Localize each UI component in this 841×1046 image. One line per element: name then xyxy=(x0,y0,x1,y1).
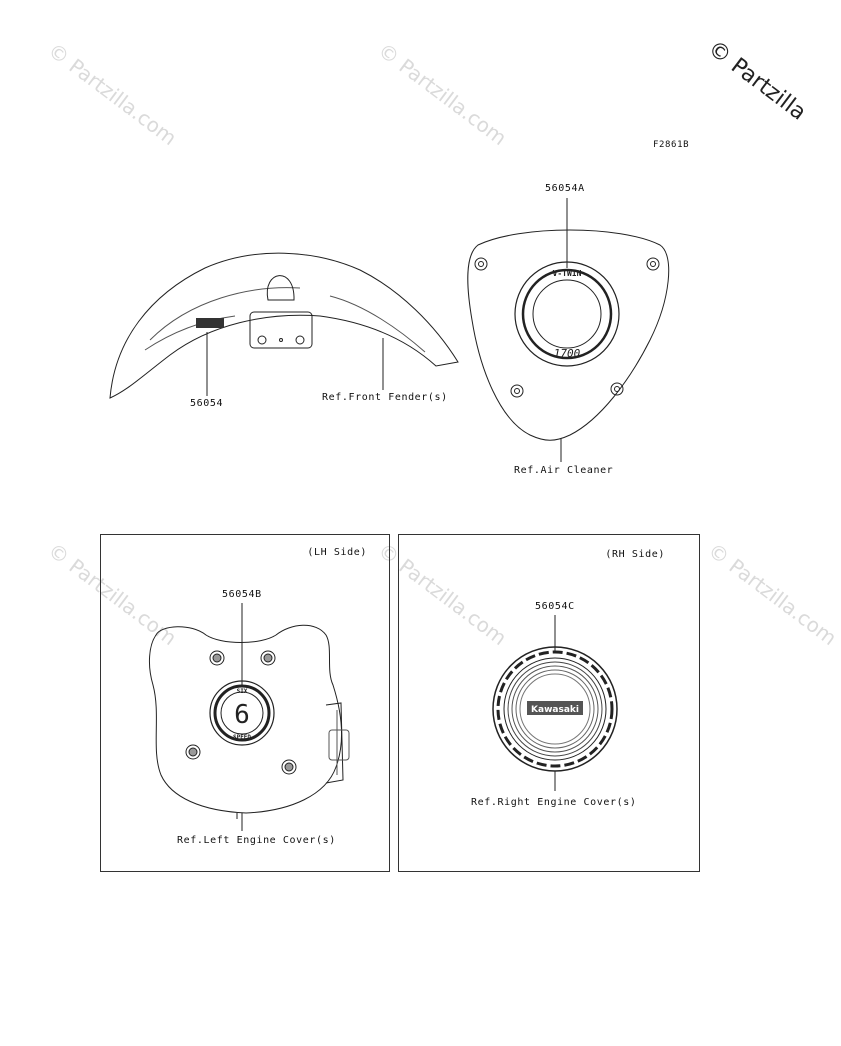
left-engine-cover-drawing xyxy=(101,535,391,873)
rh-part-number: 56054C xyxy=(535,601,575,612)
rh-side-panel xyxy=(398,534,700,872)
watermark-mid-center: © Partzilla.com xyxy=(373,538,512,651)
watermark-mid-right: © Partzilla.com xyxy=(703,538,841,651)
front-fender-part-number: 56054 xyxy=(190,398,224,409)
right-engine-cover-drawing xyxy=(399,535,701,873)
air-cleaner-emblem-top: V-TWIN xyxy=(552,269,582,278)
rh-reference: Ref.Right Engine Cover(s) xyxy=(471,797,637,808)
watermark-top-center: © Partzilla.com xyxy=(373,38,512,151)
top-section-drawing xyxy=(0,0,800,520)
lh-side-panel xyxy=(100,534,390,872)
lh-part-number: 56054B xyxy=(222,589,262,600)
air-cleaner-drawing xyxy=(468,230,669,440)
lh-emblem-top-text: SIX xyxy=(236,688,248,695)
air-cleaner-reference: Ref.Air Cleaner xyxy=(514,465,614,476)
watermark-mid-left: © Partzilla.com xyxy=(43,538,182,651)
air-cleaner-part-number: 56054A xyxy=(545,183,585,194)
rh-emblem-text: Kawasaki xyxy=(531,705,579,715)
watermark-top-left: © Partzilla.com xyxy=(43,38,182,151)
front-fender-reference: Ref.Front Fender(s) xyxy=(322,392,448,403)
figure-code: F2861B xyxy=(653,140,690,150)
lh-emblem-number: 6 xyxy=(234,700,250,730)
rh-side-label: (RH Side) xyxy=(605,549,665,560)
lh-side-label: (LH Side) xyxy=(307,547,367,558)
lh-emblem-bottom-text: SPEED xyxy=(232,734,252,741)
lh-reference: Ref.Left Engine Cover(s) xyxy=(177,835,336,846)
watermark-corner: © Partzilla xyxy=(702,36,811,126)
front-fender-drawing xyxy=(110,253,458,398)
air-cleaner-emblem-bottom: 1700 xyxy=(553,347,581,360)
